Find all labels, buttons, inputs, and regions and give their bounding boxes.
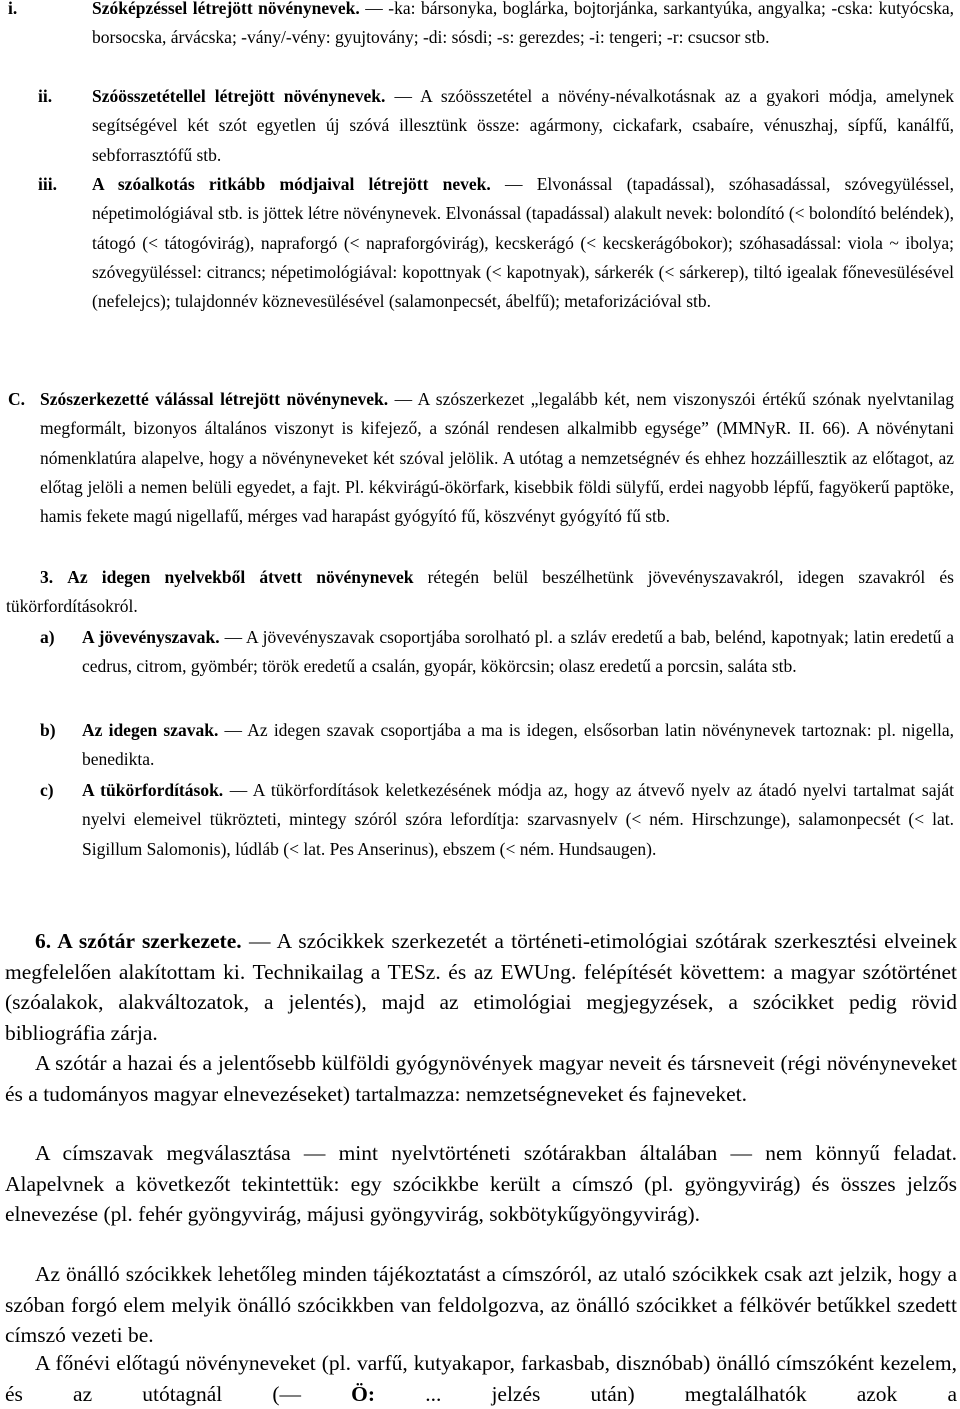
list-item-head: Az idegen szavak.	[82, 720, 219, 740]
paragraph: A címszavak megválasztása — mint nyelvtörténeti szótárakban általában — nem könnyű feladat. Alapelvnek a következőt tekintettük: egy szócikkbe került a címszó (pl. gyöngyvirág) és összes jelzős elnevezése (pl. fehér gyöngyvirág, májusi gyöngyvirág, sokbötykűgyöngyvirág).	[5, 1141, 957, 1226]
paragraph	[5, 1348, 957, 1409]
list-item-c	[82, 776, 954, 864]
list-marker: ii.	[38, 86, 53, 106]
list-item-body: — Az idegen szavak csoportjába a ma is idegen, elsősorban latin növénynevek tartoznak: pl. nigella, benedikta.	[82, 720, 955, 770]
section-head: Szószerkezetté válással létrejött növénynevek.	[40, 389, 389, 409]
paragraph: A szótár a hazai és a jelentősebb külföldi gyógynövények magyar neveit és társneveit (régi növényneveket és a tudományos magyar elnevezéseket) tartalmazza: nemzetségneveket és fajneveket.	[5, 1051, 957, 1106]
paragraph: Az önálló szócikkek lehetőleg minden tájékoztatást a címszóról, az utaló szócikkek csak azt jelzik, hogy a szóban forgó elem melyik önálló szócikkben van feldolgozva, az önálló szócikket a félkövér betűkkel szedett címszó vezeti be.	[5, 1262, 957, 1347]
list-marker: i.	[8, 0, 18, 18]
list-item-head: A tükörfordítások.	[82, 780, 224, 800]
list-marker: b)	[40, 720, 56, 740]
list-item-head: Szóösszetétellel létrejött növénynevek.	[92, 86, 386, 106]
list-item-head: A szóalkotás ritkább módjaival létrejött nevek.	[92, 174, 491, 194]
list-marker: iii.	[38, 174, 57, 194]
section-body: rétegén belül beszélhetünk jövevényszavakról, idegen szavakról és tükörfordításokról.	[6, 567, 954, 617]
list-item-body: — Elvonással (tapadással), szóhasadással, szóvegyüléssel, népetimológiával stb. is jöttek létre növénynevek. Elvonással (tapadással) alakult nevek: bolondító (< bolondító beléndek), tátogó (< tátogóvirág), napraforgó (< napraforgóvirág), kecskerágó (< kecskerágóbokor); szóhasadással: viola ~ ibolya; szóvegyüléssel: citrancs; népetimológiával: kopottnyak (< kapotnyak), sárkerék (< sárkerep), tiltó igealak főnevesülésével (nefelejcs); tulajdonnév köznevesülésével (salamonpecsét, ábelfű); metaforizációval stb.	[92, 174, 954, 312]
list-item-body: — A jövevényszavak csoportjába sorolható pl. a szláv eredetű a bab, belénd, kapotnyak; latin eredetű a cedrus, citrom, gyömbér; török eredetű a csalán, gyopár, kökörcsin; olasz eredetű a porcsin, saláta stb.	[82, 627, 955, 677]
list-marker: c)	[40, 780, 54, 800]
list-item-a	[82, 623, 954, 682]
paragraph-text: A főnévi előtagú növényneveket (pl. varfű, kutyakapor, farkasbab, disznóbab) önálló címszóként kezelem, és az utótagnál (—	[5, 1351, 957, 1406]
list-marker: a)	[40, 627, 55, 647]
section-6	[5, 926, 957, 1048]
list-item-body: — -ka: bársonyka, boglárka, bojtorjánka, sarkantyúka, angyalka; -cska: kutyócska, borsocska, árvácska; -vány/-vény: gyujtovány; -di: sósdi; -s: gerezdes; -i: tengeri; -r: csucsor stb.	[92, 0, 954, 48]
list-item-body: — A szóösszetétel a növény-névalkotásnak az a gyakori módja, amelynek segítségével két szót egyetlen új szóvá illesztünk össze: agármony, cickafark, csabaíre, vénuszhaj, sípfű, kanálfű, sebforrasztófű stb.	[92, 86, 954, 165]
section-c	[40, 385, 954, 531]
section-3	[6, 563, 954, 622]
list-item-ii	[92, 82, 954, 170]
list-item-head: A jövevényszavak.	[82, 627, 220, 647]
section-marker: C.	[8, 389, 26, 409]
paragraph-bold: Ö:	[351, 1381, 376, 1406]
list-item-b	[82, 716, 954, 775]
section-head: 3.	[40, 567, 54, 587]
list-item-i	[92, 0, 954, 53]
section-body: — A szócikkek szerkezetét a történeti-etimológiai szótárak szerkesztési elveinek megfelelően alakítottam ki. Technikailag a TESz. és az EWUng. felépítését követtem: a magyar szótörténet (szóalakok, alakváltozatok, a jelentés), majd az etimológiai megjegyzések, a szócikket pedig rövid bibliográfia zárja.	[5, 929, 957, 1045]
section-body: — A szószerkezet „legalább két, nem viszonyszói értékű szónak nyelvtanilag megformált, bizonyos általános viszonyt is kifejező, a szónál rendesen alkalmibb egysége” (MMNyR. II. 66). A növénytani nómenklatúra alapelve, hogy a növényneveket két szóval jelölik. A utótag a nemzetségnév és ehhez hozzáillesztik az előtagot, az előtag jelöli a nemen belüli egyedet, a fajt. Pl. kékvirágú-ökörfark, kisebbik földi sülyfű, erdei nagyobb lépfű, fagyökerű paptöke, hamis fekete magú nigellafű, mérges vad harapást gyógyító fű, köszvényt gyógyító fű stb.	[40, 389, 954, 527]
list-item-iii	[92, 170, 954, 316]
list-item-body: — A tükörfordítások keletkezésének módja az, hogy az átvevő nyelv az átadó nyelvi tartalmat saját nyelvi elemeivel tükrözteti, mintegy szóról szóra lefordítja: szarvasnyelv (< ném. Hirschzunge), salamonpecsét (< lat. Sigillum Salomonis), lúdláb (< lat. Pes Anserinus), ebszem (< ném. Hundsaugen).	[82, 780, 955, 859]
paragraph-text: ... jelzés után) megtalálhatók azok a	[375, 1381, 957, 1406]
section-heading: 6. A szótár szerkezete.	[35, 929, 242, 953]
list-item-head: Szóképzéssel létrejött növénynevek.	[92, 0, 360, 18]
section-head: Az idegen nyelvekből átvett növénynevek	[67, 567, 414, 587]
